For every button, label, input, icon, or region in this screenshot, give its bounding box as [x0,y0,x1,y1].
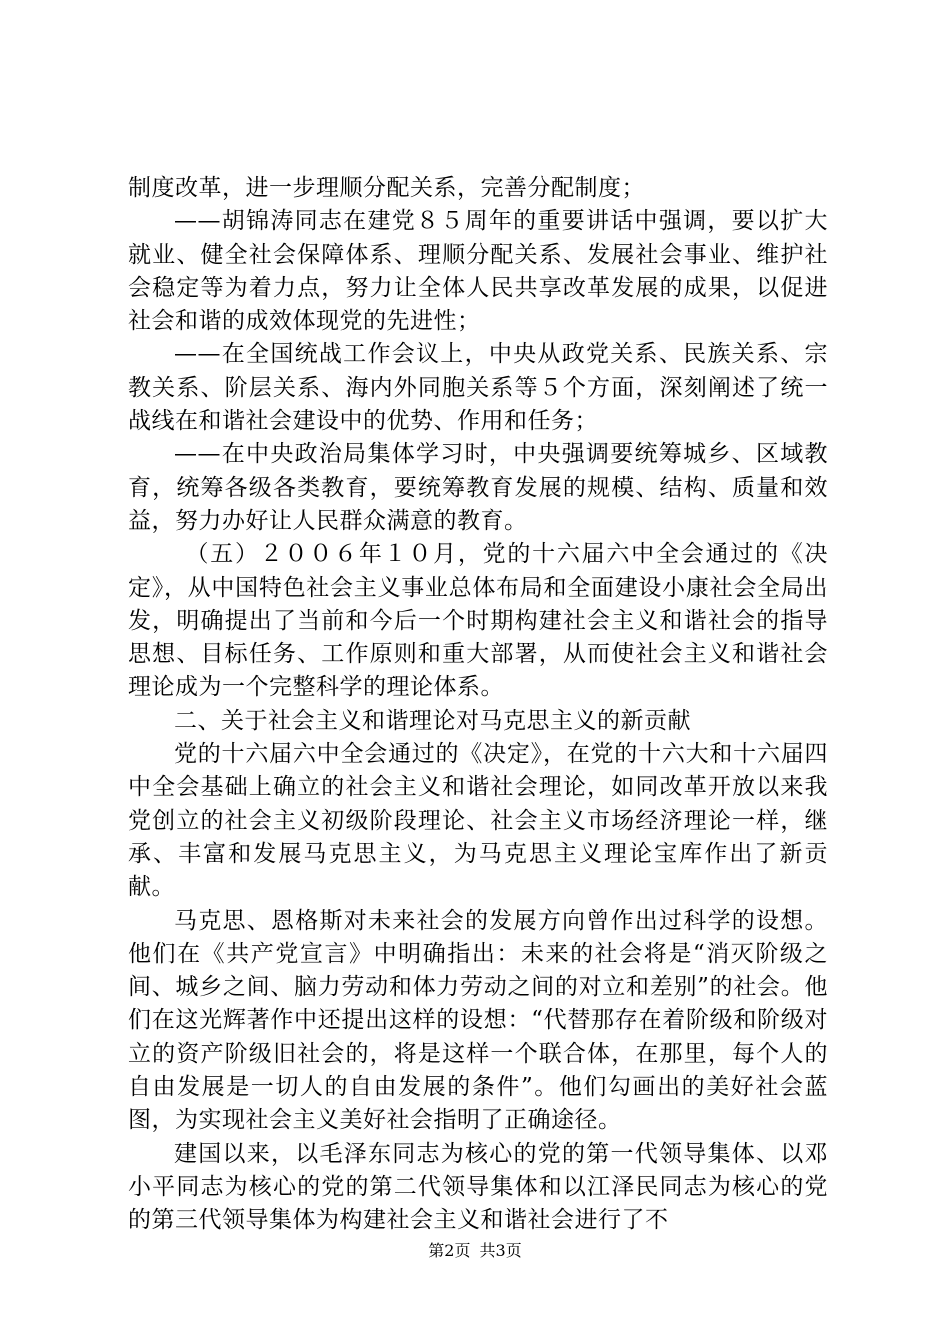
paragraph-section-five: （五）２００６年１０月，党的十六届六中全会通过的《决定》，从中国特色社会主义事业总体布局和全面建设小康社会全局出发，明确提出了当前和今后一个时期构建社会主义和谐社会的指导思想、目标任务、工作原则和重大部署，从而使社会主义和谐社会理论成为一个完整科学的理论体系。 [128,541,828,701]
paragraph-politburo-study: ——在中央政治局集体学习时，中央强调要统筹城乡、区域教育，统筹各级各类教育，要统筹教育发展的规模、结构、质量和效益，努力办好让人民群众满意的教育。 [128,441,828,534]
paragraph-united-front: ——在全国统战工作会议上，中央从政党关系、民族关系、宗教关系、阶层关系、海内外同胞关系等５个方面，深刻阐述了统一战线在和谐社会建设中的优势、作用和任务； [128,341,828,435]
page-number: 第2页 [428,1241,471,1260]
page-footer [0,1238,950,1261]
paragraph-marx-engels: 马克思、恩格斯对未来社会的发展方向曾作出过科学的设想。他们在《共产党宣言》中明确指出：未来的社会将是“消灭阶级之间、城乡之间、脑力劳动和体力劳动之间的对立和差别”的社会。他们在这光辉著作中还提出这样的设想：“代替那存在着阶级和阶级对立的资产阶级旧社会的，将是这样一个联合体，在那里，每个人的自由发展是一切人的自由发展的条件”。他们勾画出的美好社会蓝图，为实现社会主义美好社会指明了正确途径。 [128,907,828,1134]
paragraph-hu-jintao-speech: ——胡锦涛同志在建党８５周年的重要讲话中强调，要以扩大就业、健全社会保障体系、理顺分配关系、发展社会事业、维护社会稳定等为着力点，努力让全体人民共享改革发展的成果，以促进社会和谐的成效体现党的先进性； [128,208,828,335]
section-heading-two: 二、关于社会主义和谐理论对马克思主义的新贡献 [174,707,691,734]
paragraph-continuation: 制度改革，进一步理顺分配关系，完善分配制度； [128,175,645,201]
paragraph-since-founding: 建国以来，以毛泽东同志为核心的党的第一代领导集体、以邓小平同志为核心的党的第二代领导集体和以江泽民同志为核心的党的第三代领导集体为构建社会主义和谐社会进行了不 [128,1140,828,1234]
document-body [128,172,828,1238]
paragraph-decision: 党的十六届六中全会通过的《决定》，在党的十六大和十六届四中全会基础上确立的社会主义和谐社会理论，如同改革开放以来我党创立的社会主义初级阶段理论、社会主义市场经济理论一样，继承、丰富和发展马克思主义，为马克思主义理论宝库作出了新贡献。 [128,741,828,901]
page-total: 共3页 [479,1241,522,1260]
